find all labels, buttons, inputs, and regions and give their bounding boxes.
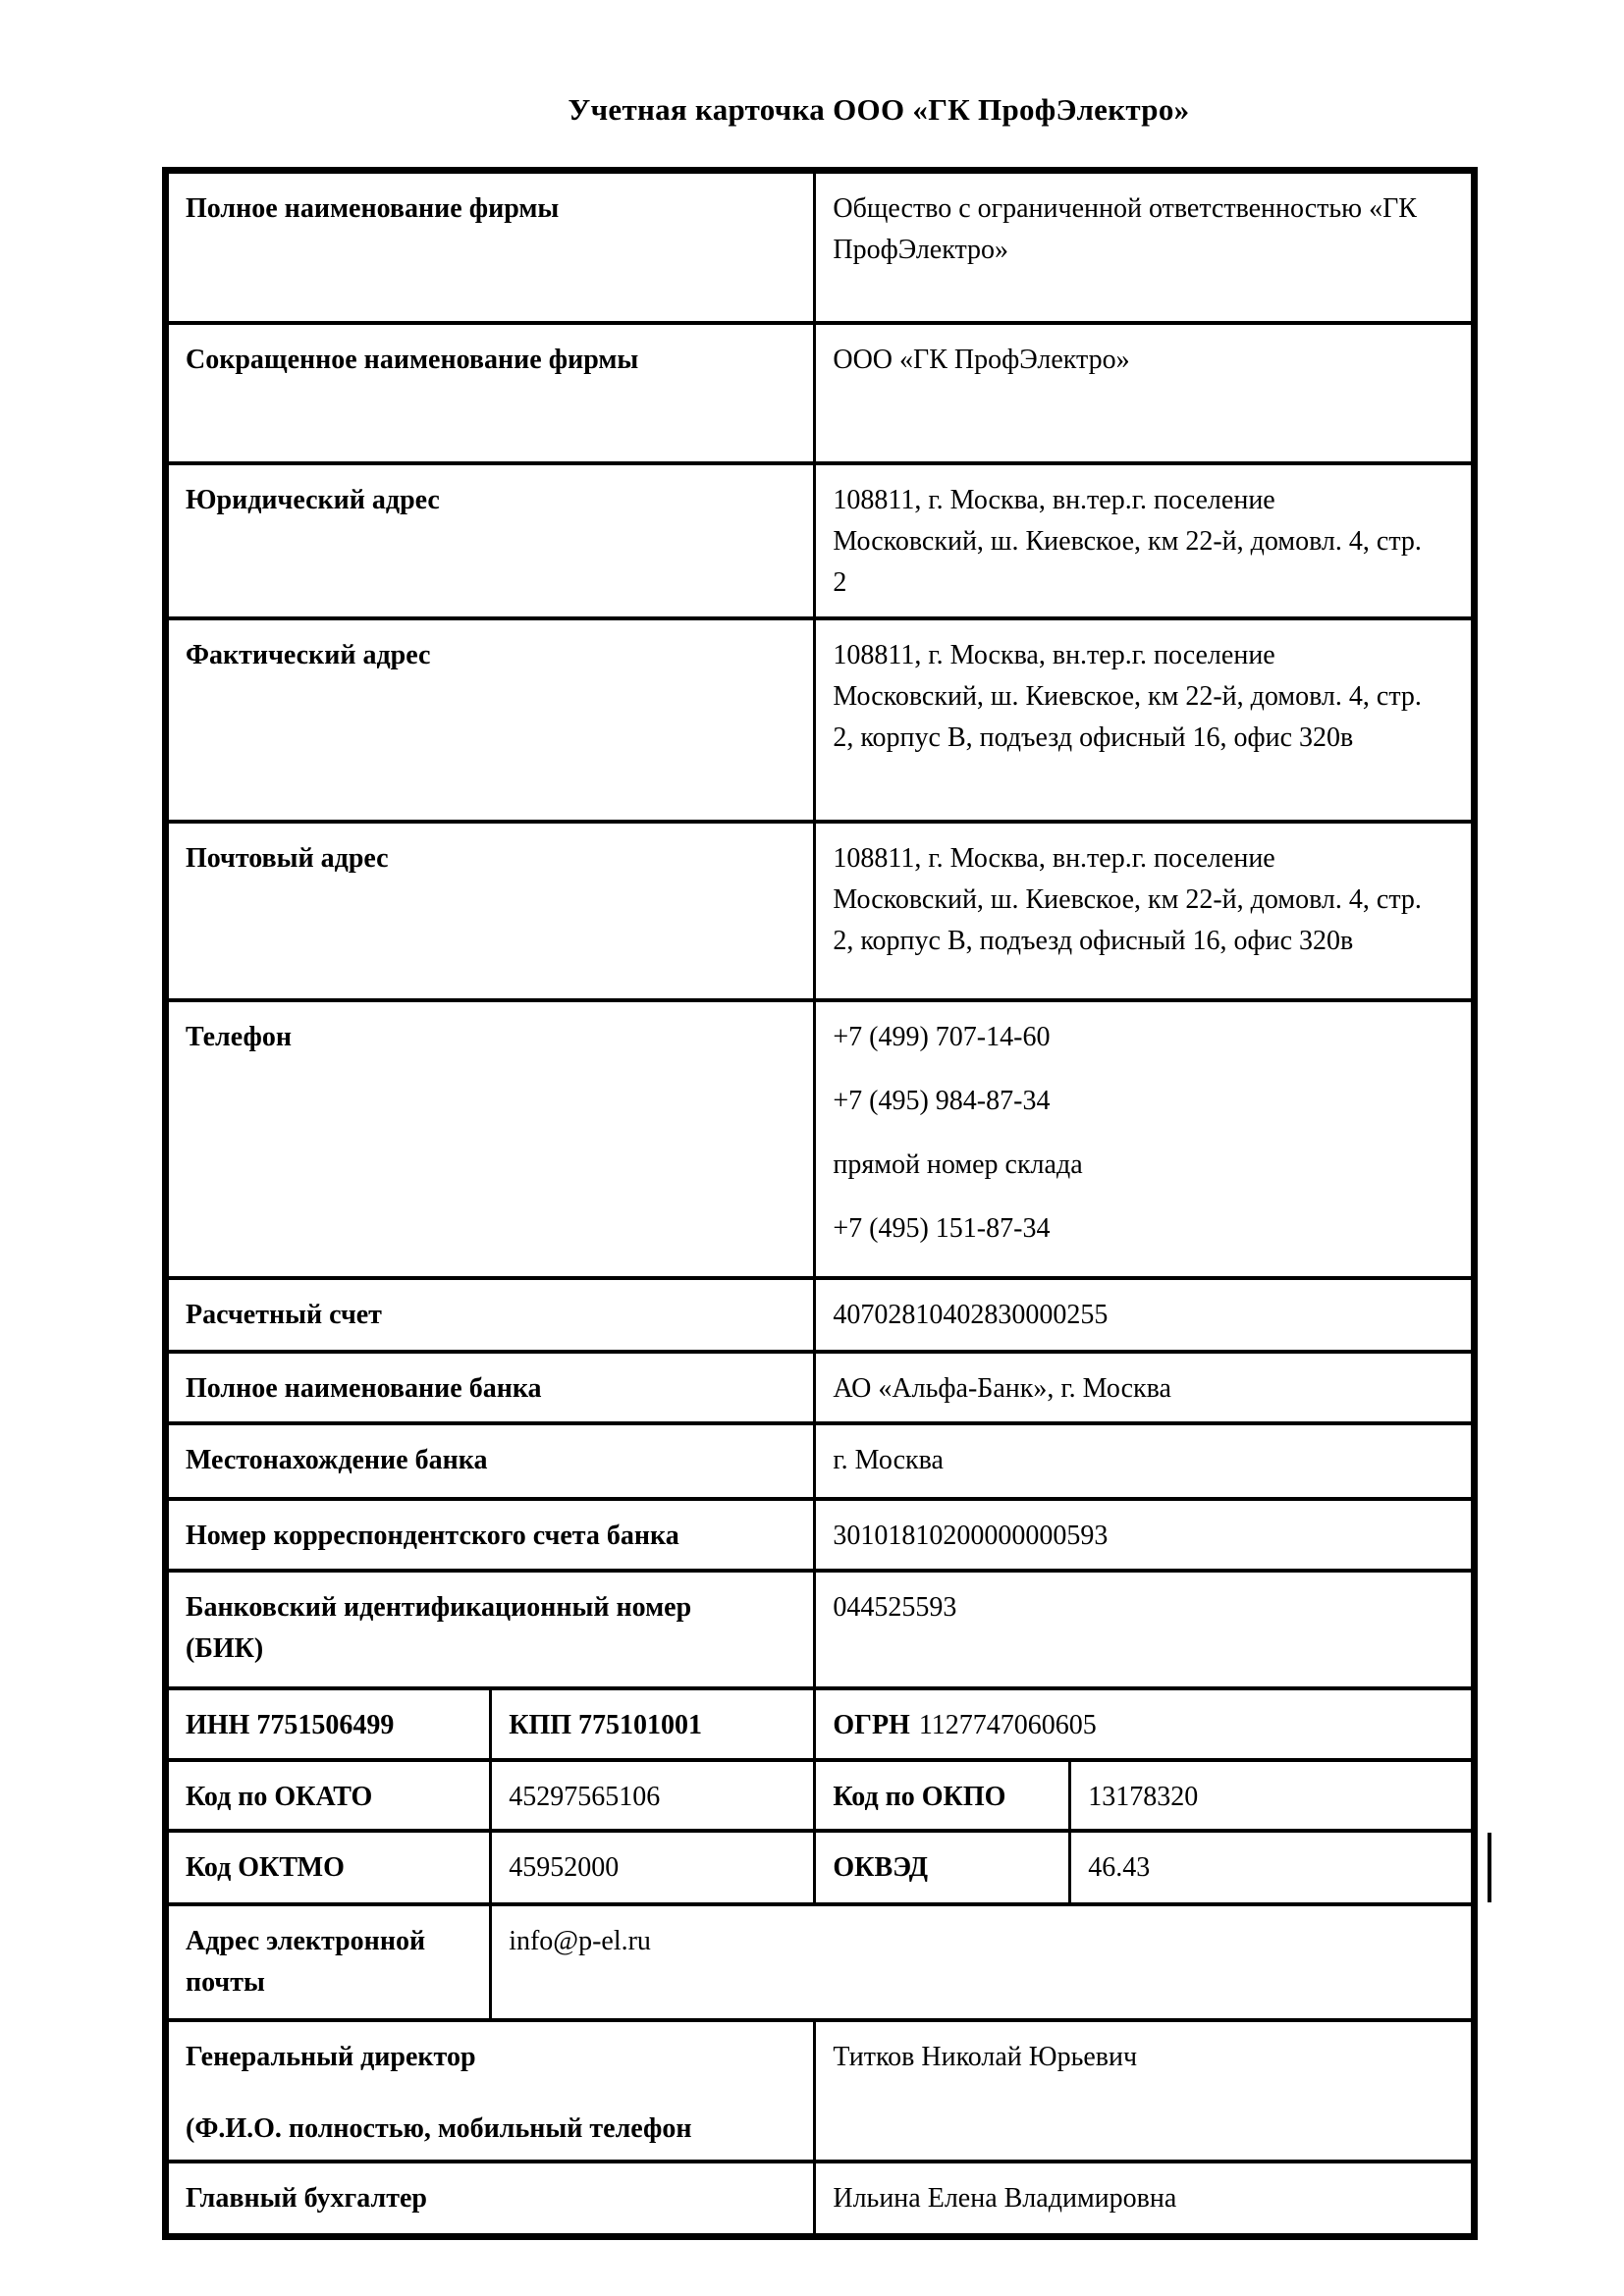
actual-address-label: Фактический адрес <box>186 640 431 670</box>
corr-account-label: Номер корреспондентского счета банка <box>186 1521 679 1551</box>
legal-address-value: 108811, г. Москва, вн.тер.г. поселение Московский, ш. Киевское, км 22-й, домовл. 4, стр. 2 <box>813 465 1471 616</box>
bik-label: Банковский идентификационный номер (БИК) <box>186 1592 692 1664</box>
okved-value: 46.43 <box>1068 1833 1471 1902</box>
inn-cell: ИНН 7751506499 <box>186 1710 395 1740</box>
table-row-bank-location <box>169 1421 1471 1497</box>
table-row-corr-account <box>169 1497 1471 1569</box>
bank-location-label: Местонахождение банка <box>186 1445 488 1475</box>
director-label-line2: (Ф.И.О. полностью, мобильный телефон <box>186 2113 692 2144</box>
table-row-bik <box>169 1569 1471 1686</box>
table-row-full-name <box>169 174 1471 321</box>
okpo-value: 13178320 <box>1068 1762 1471 1829</box>
scan-artifact-border <box>1488 1833 1491 1902</box>
table-row-phone <box>169 998 1471 1276</box>
oktmo-value: 45952000 <box>489 1833 813 1902</box>
full-name-label: Полное наименование фирмы <box>186 193 560 224</box>
table-row-email <box>169 1902 1471 2018</box>
okato-value: 45297565106 <box>489 1762 813 1829</box>
chief-accountant-label: Главный бухгалтер <box>186 2183 427 2214</box>
phone-note-warehouse: прямой номер склада <box>833 1149 1083 1180</box>
table-row-bank-name <box>169 1350 1471 1421</box>
settlement-account-value: 40702810402830000255 <box>813 1280 1471 1350</box>
short-name-label: Сокращенное наименование фирмы <box>186 345 639 375</box>
table-row-chief-accountant <box>169 2160 1471 2233</box>
email-label: Адрес электронной почты <box>186 1926 426 1998</box>
table-row-inn-kpp-ogrn <box>169 1686 1471 1758</box>
table-row-oktmo-okved <box>169 1829 1471 1902</box>
document-title: Учетная карточка ООО «ГК ПрофЭлектро» <box>568 92 1190 127</box>
director-label <box>169 2022 813 2160</box>
oktmo-label: Код ОКТМО <box>186 1852 345 1883</box>
table-row-settlement-account <box>169 1276 1471 1350</box>
legal-address-label: Юридический адрес <box>186 485 440 515</box>
phone-number-2: +7 (495) 984-87-34 <box>833 1086 1051 1116</box>
table-row-director <box>169 2018 1471 2160</box>
bank-location-value: г. Москва <box>813 1425 1471 1497</box>
ogrn-cell <box>813 1690 1471 1758</box>
chief-accountant-value: Ильина Елена Владимировна <box>813 2163 1471 2233</box>
postal-address-label: Почтовый адрес <box>186 843 389 874</box>
okato-label: Код по ОКАТО <box>186 1782 373 1812</box>
table-row-legal-address <box>169 461 1471 616</box>
ogrn-label: ОГРН <box>833 1710 910 1740</box>
table-row-short-name <box>169 321 1471 461</box>
table-row-actual-address <box>169 616 1471 820</box>
phone-value <box>813 1002 1471 1276</box>
full-name-value: Общество с ограниченной ответственностью «ГК ПрофЭлектро» <box>813 174 1471 321</box>
bank-name-value: АО «Альфа-Банк», г. Москва <box>813 1354 1471 1421</box>
phone-label: Телефон <box>186 1022 293 1052</box>
postal-address-value: 108811, г. Москва, вн.тер.г. поселение Московский, ш. Киевское, км 22-й, домовл. 4, стр. 2, корпус В, подъезд офисный 16, офис 320в <box>813 824 1471 998</box>
corr-account-value: 30101810200000000593 <box>813 1501 1471 1569</box>
phone-number-1: +7 (499) 707-14-60 <box>833 1022 1051 1052</box>
email-value: info@p-el.ru <box>489 1906 1471 2018</box>
settlement-account-label: Расчетный счет <box>186 1300 382 1330</box>
actual-address-value: 108811, г. Москва, вн.тер.г. поселение Московский, ш. Киевское, км 22-й, домовл. 4, стр. 2, корпус В, подъезд офисный 16, офис 320в <box>813 620 1471 820</box>
phone-number-3: +7 (495) 151-87-34 <box>833 1213 1051 1244</box>
okpo-label: Код по ОКПО <box>813 1762 1068 1829</box>
director-label-line1: Генеральный директор <box>186 2042 476 2072</box>
table-row-postal-address <box>169 820 1471 998</box>
table-row-okato-okpo <box>169 1758 1471 1829</box>
short-name-value: ООО «ГК ПрофЭлектро» <box>813 325 1471 461</box>
ogrn-value: 1127747060605 <box>918 1710 1097 1740</box>
bik-value: 044525593 <box>813 1573 1471 1686</box>
bank-name-label: Полное наименование банка <box>186 1373 542 1404</box>
okved-label: ОКВЭД <box>813 1833 1068 1902</box>
director-value: Титков Николай Юрьевич <box>813 2022 1471 2160</box>
company-card-table <box>162 167 1478 2240</box>
kpp-cell: КПП 775101001 <box>489 1690 813 1758</box>
